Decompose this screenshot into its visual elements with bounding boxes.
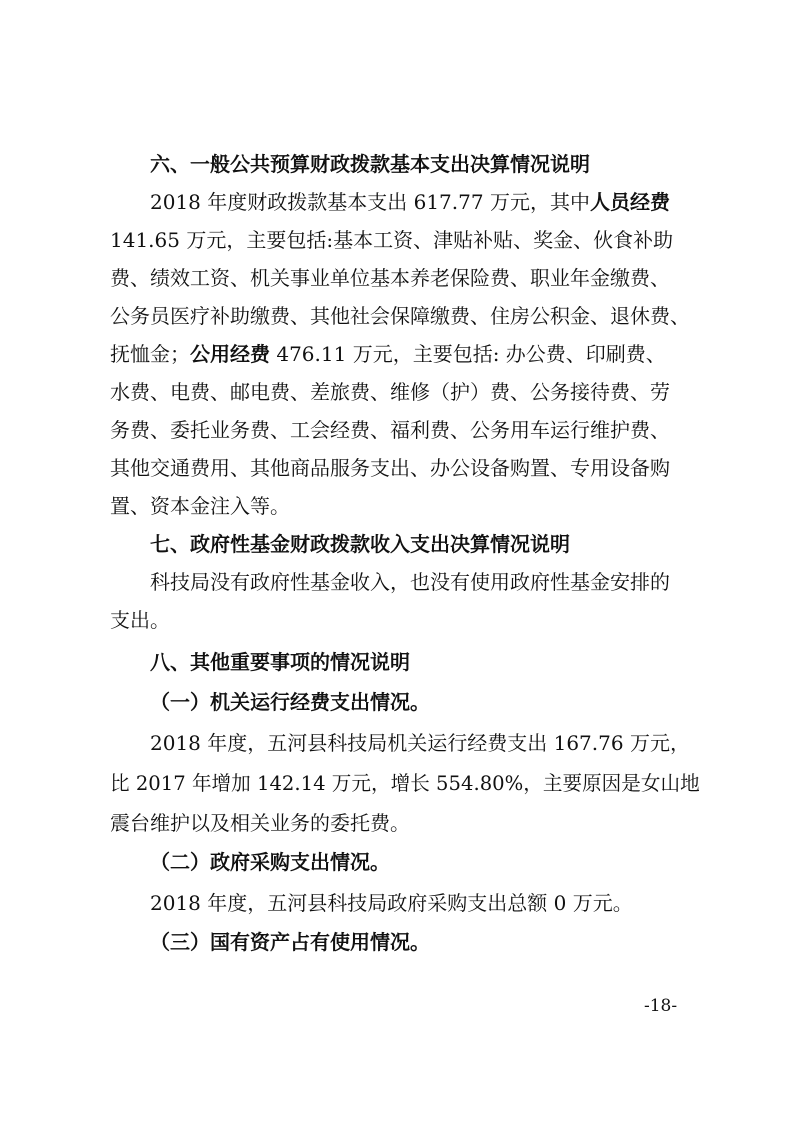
section-6-paragraph-line-8: 其他交通费用、其他商品服务支出、办公设备购置、专用设备购 — [110, 456, 670, 480]
text-run: 476.11 万元，主要包括: 办公费、印刷费、 — [276, 342, 666, 366]
section-6-paragraph-line-4: 公务员医疗补助缴费、其他社会保障缴费、住房公积金、退休费、 — [110, 304, 690, 328]
section-8-sub2-line-1: 2018 年度，五河县科技局政府采购支出总额 0 万元。 — [150, 891, 633, 915]
section-7-heading: 七、政府性基金财政拨款收入支出决算情况说明 — [150, 532, 570, 556]
section-8-subheading-3: （三）国有资产占有使用情况。 — [150, 930, 430, 954]
section-7-paragraph-line-1: 科技局没有政府性基金收入，也没有使用政府性基金安排的 — [150, 570, 670, 594]
section-6-paragraph-line-6: 水费、电费、邮电费、差旅费、维修（护）费、公务接待费、劳 — [110, 380, 670, 404]
section-8-sub1-line-2: 比 2017 年增加 142.14 万元，增长 554.80%，主要原因是女山地 — [110, 771, 700, 795]
public-expense-label: 公用经费 — [190, 342, 270, 366]
section-8-sub1-line-1: 2018 年度，五河县科技局机关运行经费支出 167.76 万元， — [150, 731, 690, 755]
section-6-paragraph-line-2: 141.65 万元，主要包括:基本工资、津贴补贴、奖金、伙食补助 — [110, 228, 674, 252]
section-6-paragraph-line-7: 务费、委托业务费、工会经费、福利费、公务用车运行维护费、 — [110, 418, 670, 442]
section-8-subheading-1: （一）机关运行经费支出情况。 — [150, 690, 430, 714]
section-8-sub1-line-3: 震台维护以及相关业务的委托费。 — [110, 811, 410, 835]
text-run: 2018 年度财政拨款基本支出 617.77 万元，其中 — [150, 190, 590, 214]
text-run: 抚恤金； — [110, 342, 190, 366]
section-6-heading: 六、一般公共预算财政拨款基本支出决算情况说明 — [150, 152, 590, 176]
section-8-subheading-2: （二）政府采购支出情况。 — [150, 850, 390, 874]
section-6-paragraph-line-3: 费、绩效工资、机关事业单位基本养老保险费、职业年金缴费、 — [110, 266, 670, 290]
section-7-paragraph-line-2: 支出。 — [110, 608, 170, 632]
page-number: -18- — [644, 996, 678, 1016]
section-6-paragraph-line-1 — [150, 188, 670, 216]
section-6-paragraph-line-9: 置、资本金注入等。 — [110, 494, 290, 518]
section-6-paragraph-line-5 — [110, 340, 666, 368]
personnel-expense-label: 人员经费 — [589, 190, 670, 214]
section-8-heading: 八、其他重要事项的情况说明 — [150, 650, 410, 674]
